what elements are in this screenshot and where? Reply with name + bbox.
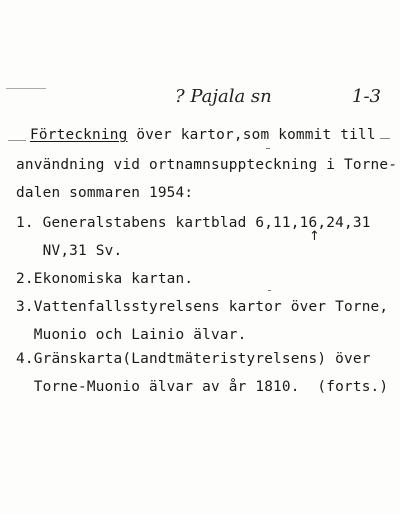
scan-speck — [6, 88, 46, 89]
card-number: 1-3 — [352, 86, 381, 107]
scan-speck — [380, 138, 390, 139]
text-line-6: 3.Vattenfallsstyrelsens kartor över Torne, — [16, 299, 389, 315]
text-line-9: Torne-Muonio älvar av år 1810. (forts.) — [16, 379, 389, 395]
text-line-3: 1. Generalstabens kartblad 6,11,16,24,31 — [16, 215, 371, 231]
title-rest: över kartor,som kommit till — [127, 127, 376, 143]
scan-speck — [8, 140, 26, 141]
place-note: ? Pajala sn — [175, 86, 272, 107]
title-underlined: Förteckning — [30, 127, 128, 143]
text-line-8: 4.Gränskarta(Landtmäteristyrelsens) över — [16, 351, 371, 367]
handwritten-arrow-mark: ↑ — [309, 229, 320, 244]
scan-speck — [268, 290, 271, 291]
text-line-7: Muonio och Lainio älvar. — [16, 327, 247, 343]
text-line-4: NV,31 Sv. — [16, 243, 123, 259]
text-line-5: 2.Ekonomiska kartan. — [16, 271, 194, 287]
text-line-2: dalen sommaren 1954: — [16, 185, 194, 201]
scan-speck — [266, 148, 270, 149]
title-line — [30, 126, 376, 144]
text-line-1: användning vid ortnamnsuppteckning i Torne- — [16, 157, 398, 173]
